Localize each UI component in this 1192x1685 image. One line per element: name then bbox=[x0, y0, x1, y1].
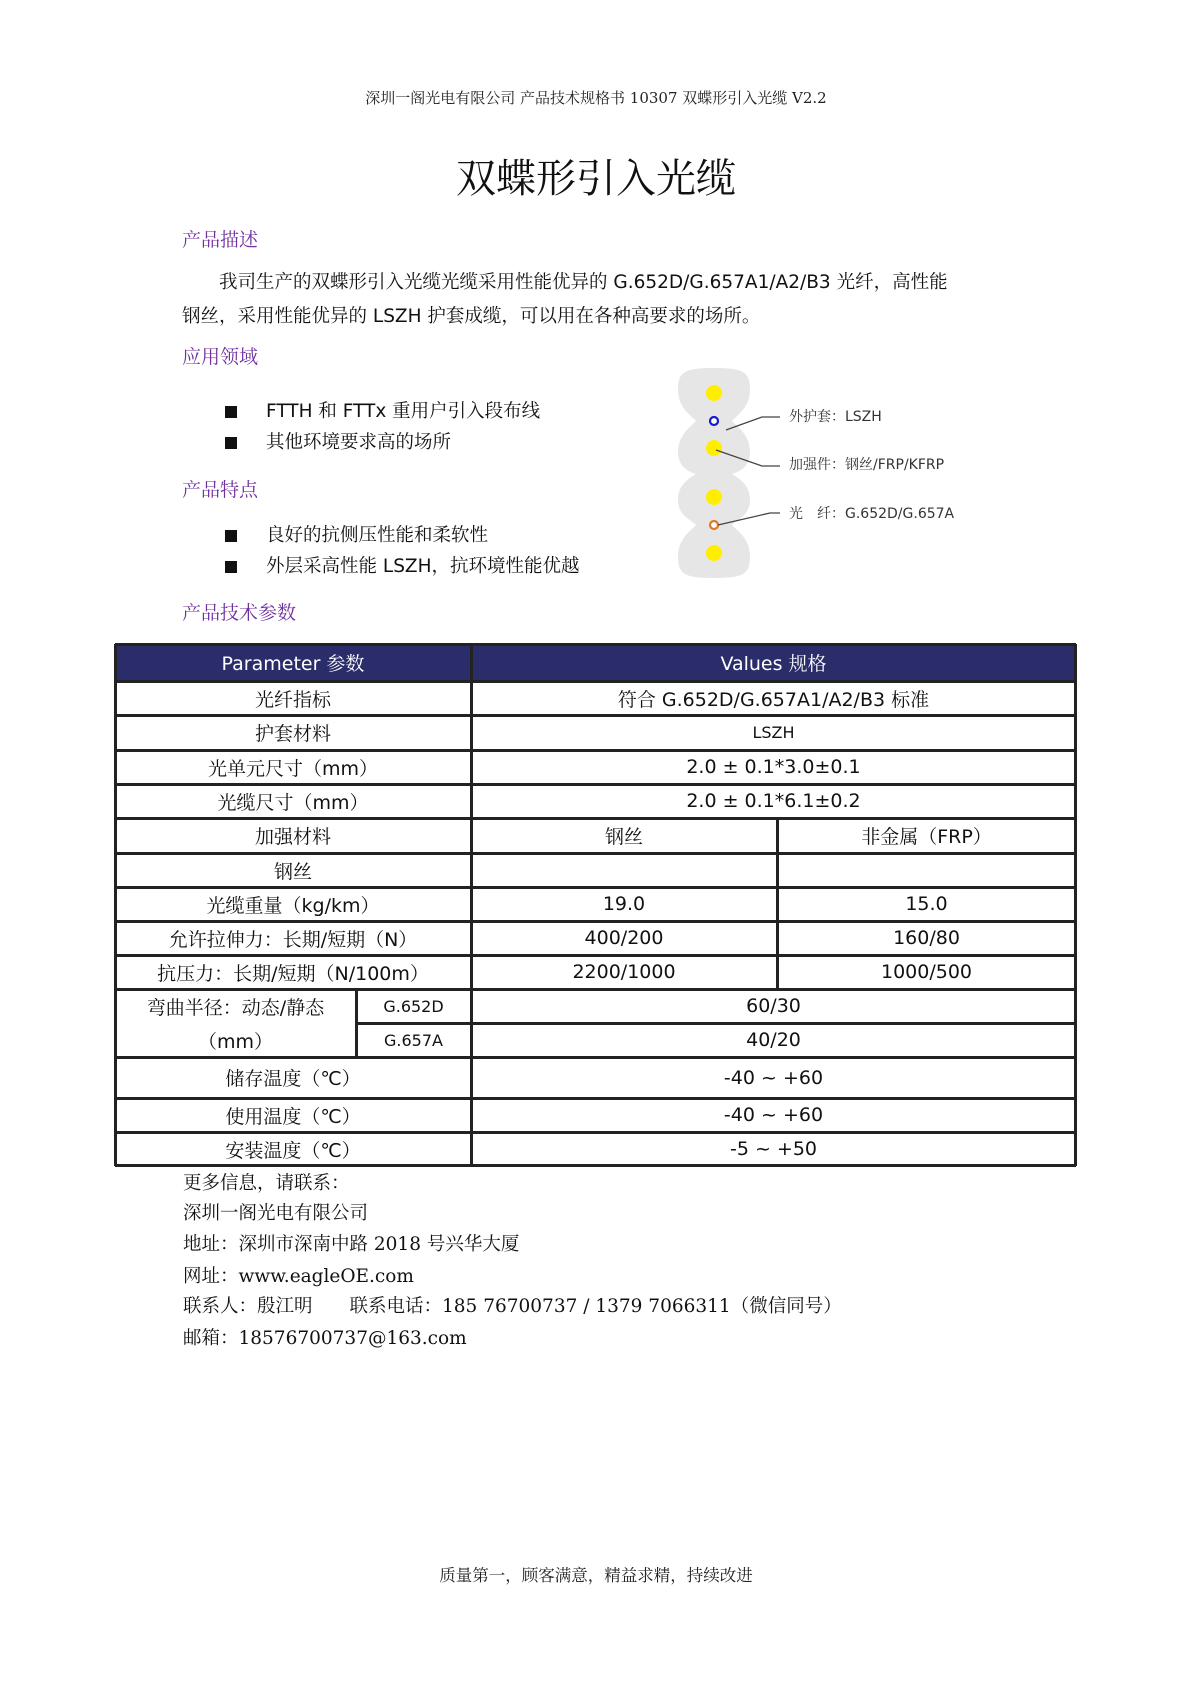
bend-label-line2: （mm） bbox=[197, 1030, 274, 1053]
table-border bbox=[776, 817, 779, 989]
strength-member-dot bbox=[706, 385, 722, 401]
contact-email[interactable]: 邮箱：18576700737@163.com bbox=[183, 1328, 467, 1349]
feature-item-text: 良好的抗侧压性能和柔软性 bbox=[266, 525, 489, 546]
row-label: 光单元尺寸（mm） bbox=[207, 757, 379, 780]
table-border bbox=[115, 1164, 1076, 1167]
row-value-steel: 2200/1000 bbox=[572, 961, 676, 983]
table-border bbox=[115, 920, 1076, 923]
bend-type-g657a: G.657A bbox=[384, 1030, 443, 1050]
table-border bbox=[115, 886, 1076, 889]
table-border bbox=[356, 1022, 1076, 1025]
row-value-steel: 400/200 bbox=[584, 927, 664, 949]
row-label: 加强材料 bbox=[254, 826, 331, 848]
strength-member-dot bbox=[706, 489, 722, 505]
application-item-text: FTTH 和 FTTx 重用户引入段布线 bbox=[266, 401, 541, 422]
diagram-label-fiber: 光 纤：G.652D/G.657A bbox=[789, 506, 955, 522]
row-value-frp: 160/80 bbox=[893, 927, 960, 949]
row-value: 2.0 ± 0.1*3.0±0.1 bbox=[686, 756, 861, 778]
row-value-frp: 1000/500 bbox=[880, 961, 973, 983]
description-line-2: 钢丝，采用性能优异的 LSZH 护套成缆，可以用在各种高要求的场所。 bbox=[182, 306, 761, 327]
table-border bbox=[115, 988, 1076, 991]
application-item bbox=[182, 400, 662, 424]
row-label: 光缆重量（kg/km） bbox=[206, 894, 380, 917]
row-value-steel: 钢丝 bbox=[604, 826, 643, 848]
table-border bbox=[115, 749, 1076, 752]
description-line-1: 我司生产的双蝶形引入光缆光缆采用性能优异的 G.652D/G.657A1/A2/B3 光纤，高性能 bbox=[219, 272, 948, 293]
application-item-text: 其他环境要求高的场所 bbox=[266, 432, 452, 453]
cable-diagram-svg bbox=[660, 360, 960, 590]
fiber-blue-ring bbox=[710, 417, 718, 425]
contact-company: 深圳一阁光电有限公司 bbox=[183, 1203, 369, 1224]
square-bullet-icon bbox=[225, 437, 237, 449]
table-border bbox=[115, 783, 1076, 786]
table-border bbox=[115, 954, 1076, 957]
square-bullet-icon bbox=[225, 406, 237, 418]
row-label: 使用温度（℃） bbox=[225, 1105, 361, 1128]
running-header: 深圳一阁光电有限公司 产品技术规格书 10307 双蝶形引入光缆 V2.2 bbox=[365, 89, 827, 107]
row-label: 护套材料 bbox=[254, 723, 331, 745]
square-bullet-icon bbox=[225, 530, 237, 542]
row-label: 光缆尺寸（mm） bbox=[217, 791, 369, 814]
contact-address: 地址：深圳市深南中路 2018 号兴华大厦 bbox=[183, 1234, 520, 1255]
row-value: 2.0 ± 0.1*6.1±0.2 bbox=[686, 790, 861, 812]
contact-intro: 更多信息，请联系： bbox=[183, 1173, 350, 1194]
feature-item bbox=[182, 555, 662, 579]
table-border bbox=[355, 988, 358, 1057]
fiber-orange-ring bbox=[710, 521, 718, 529]
strength-member-dot bbox=[706, 545, 722, 561]
table-border bbox=[115, 680, 1076, 683]
diagram-label-sheath: 外护套：LSZH bbox=[789, 409, 882, 425]
table-border bbox=[115, 643, 1076, 646]
table-border bbox=[115, 1056, 1076, 1059]
table-border bbox=[114, 644, 117, 1166]
row-value: -40 ~ +60 bbox=[723, 1066, 824, 1089]
row-value: -40 ~ +60 bbox=[723, 1104, 824, 1126]
square-bullet-icon bbox=[225, 561, 237, 573]
bend-value-g652d: 60/30 bbox=[746, 995, 801, 1017]
row-value-frp: 15.0 bbox=[905, 893, 948, 915]
row-label: 抗压力：长期/短期（N/100m） bbox=[157, 962, 429, 985]
table-border bbox=[115, 817, 1076, 820]
table-border bbox=[470, 644, 473, 1166]
row-value-steel: 19.0 bbox=[602, 893, 646, 915]
spec-table bbox=[115, 644, 1076, 1166]
feature-item bbox=[182, 524, 662, 548]
table-border bbox=[115, 1097, 1076, 1100]
row-label: 安装温度（℃） bbox=[225, 1139, 361, 1162]
table-border bbox=[115, 852, 1076, 855]
heading-description: 产品描述 bbox=[182, 229, 259, 251]
heading-parameters: 产品技术参数 bbox=[182, 602, 297, 624]
row-label: 允许拉伸力：长期/短期（N） bbox=[168, 928, 418, 951]
header-parameter: Parameter 参数 bbox=[115, 644, 471, 681]
contact-website[interactable]: 网址：www.eagleOE.com bbox=[183, 1266, 414, 1287]
application-item bbox=[182, 431, 662, 455]
heading-applications: 应用领域 bbox=[182, 346, 259, 368]
feature-item-text: 外层采高性能 LSZH，抗环境性能优越 bbox=[266, 556, 580, 577]
contact-person-phone: 联系人：殷江明 联系电话：185 76700737 / 1379 7066311（微信同号） bbox=[183, 1296, 842, 1317]
bend-value-g657a: 40/20 bbox=[746, 1029, 801, 1051]
row-value-steel bbox=[471, 853, 777, 887]
table-border bbox=[115, 714, 1076, 717]
header-values: Values 规格 bbox=[471, 644, 1076, 681]
table-border bbox=[1074, 644, 1077, 1166]
row-label: 钢丝 bbox=[273, 860, 312, 883]
row-value: -5 ~ +50 bbox=[729, 1138, 818, 1160]
row-value-frp: 非金属（FRP） bbox=[861, 826, 992, 848]
strength-member-dot bbox=[706, 440, 722, 456]
table-border bbox=[115, 1131, 1076, 1134]
bend-type-g652d: G.652D bbox=[383, 996, 444, 1016]
cable-cross-section-diagram bbox=[660, 360, 960, 590]
row-value: LSZH bbox=[752, 723, 795, 742]
row-label: 光纤指标 bbox=[254, 688, 331, 711]
row-value: 符合 G.652D/G.657A1/A2/B3 标准 bbox=[617, 688, 930, 711]
page-title: 双蝶形引入光缆 bbox=[456, 156, 736, 202]
row-label: 储存温度（℃） bbox=[225, 1068, 361, 1090]
row-value-frp bbox=[777, 853, 1076, 887]
page-footer: 质量第一，顾客满意，精益求精，持续改进 bbox=[439, 1566, 753, 1585]
diagram-label-strength: 加强件：钢丝/FRP/KFRP bbox=[789, 457, 945, 473]
bend-label-line1: 弯曲半径：动态/静态 bbox=[146, 996, 325, 1019]
heading-features: 产品特点 bbox=[182, 479, 259, 501]
